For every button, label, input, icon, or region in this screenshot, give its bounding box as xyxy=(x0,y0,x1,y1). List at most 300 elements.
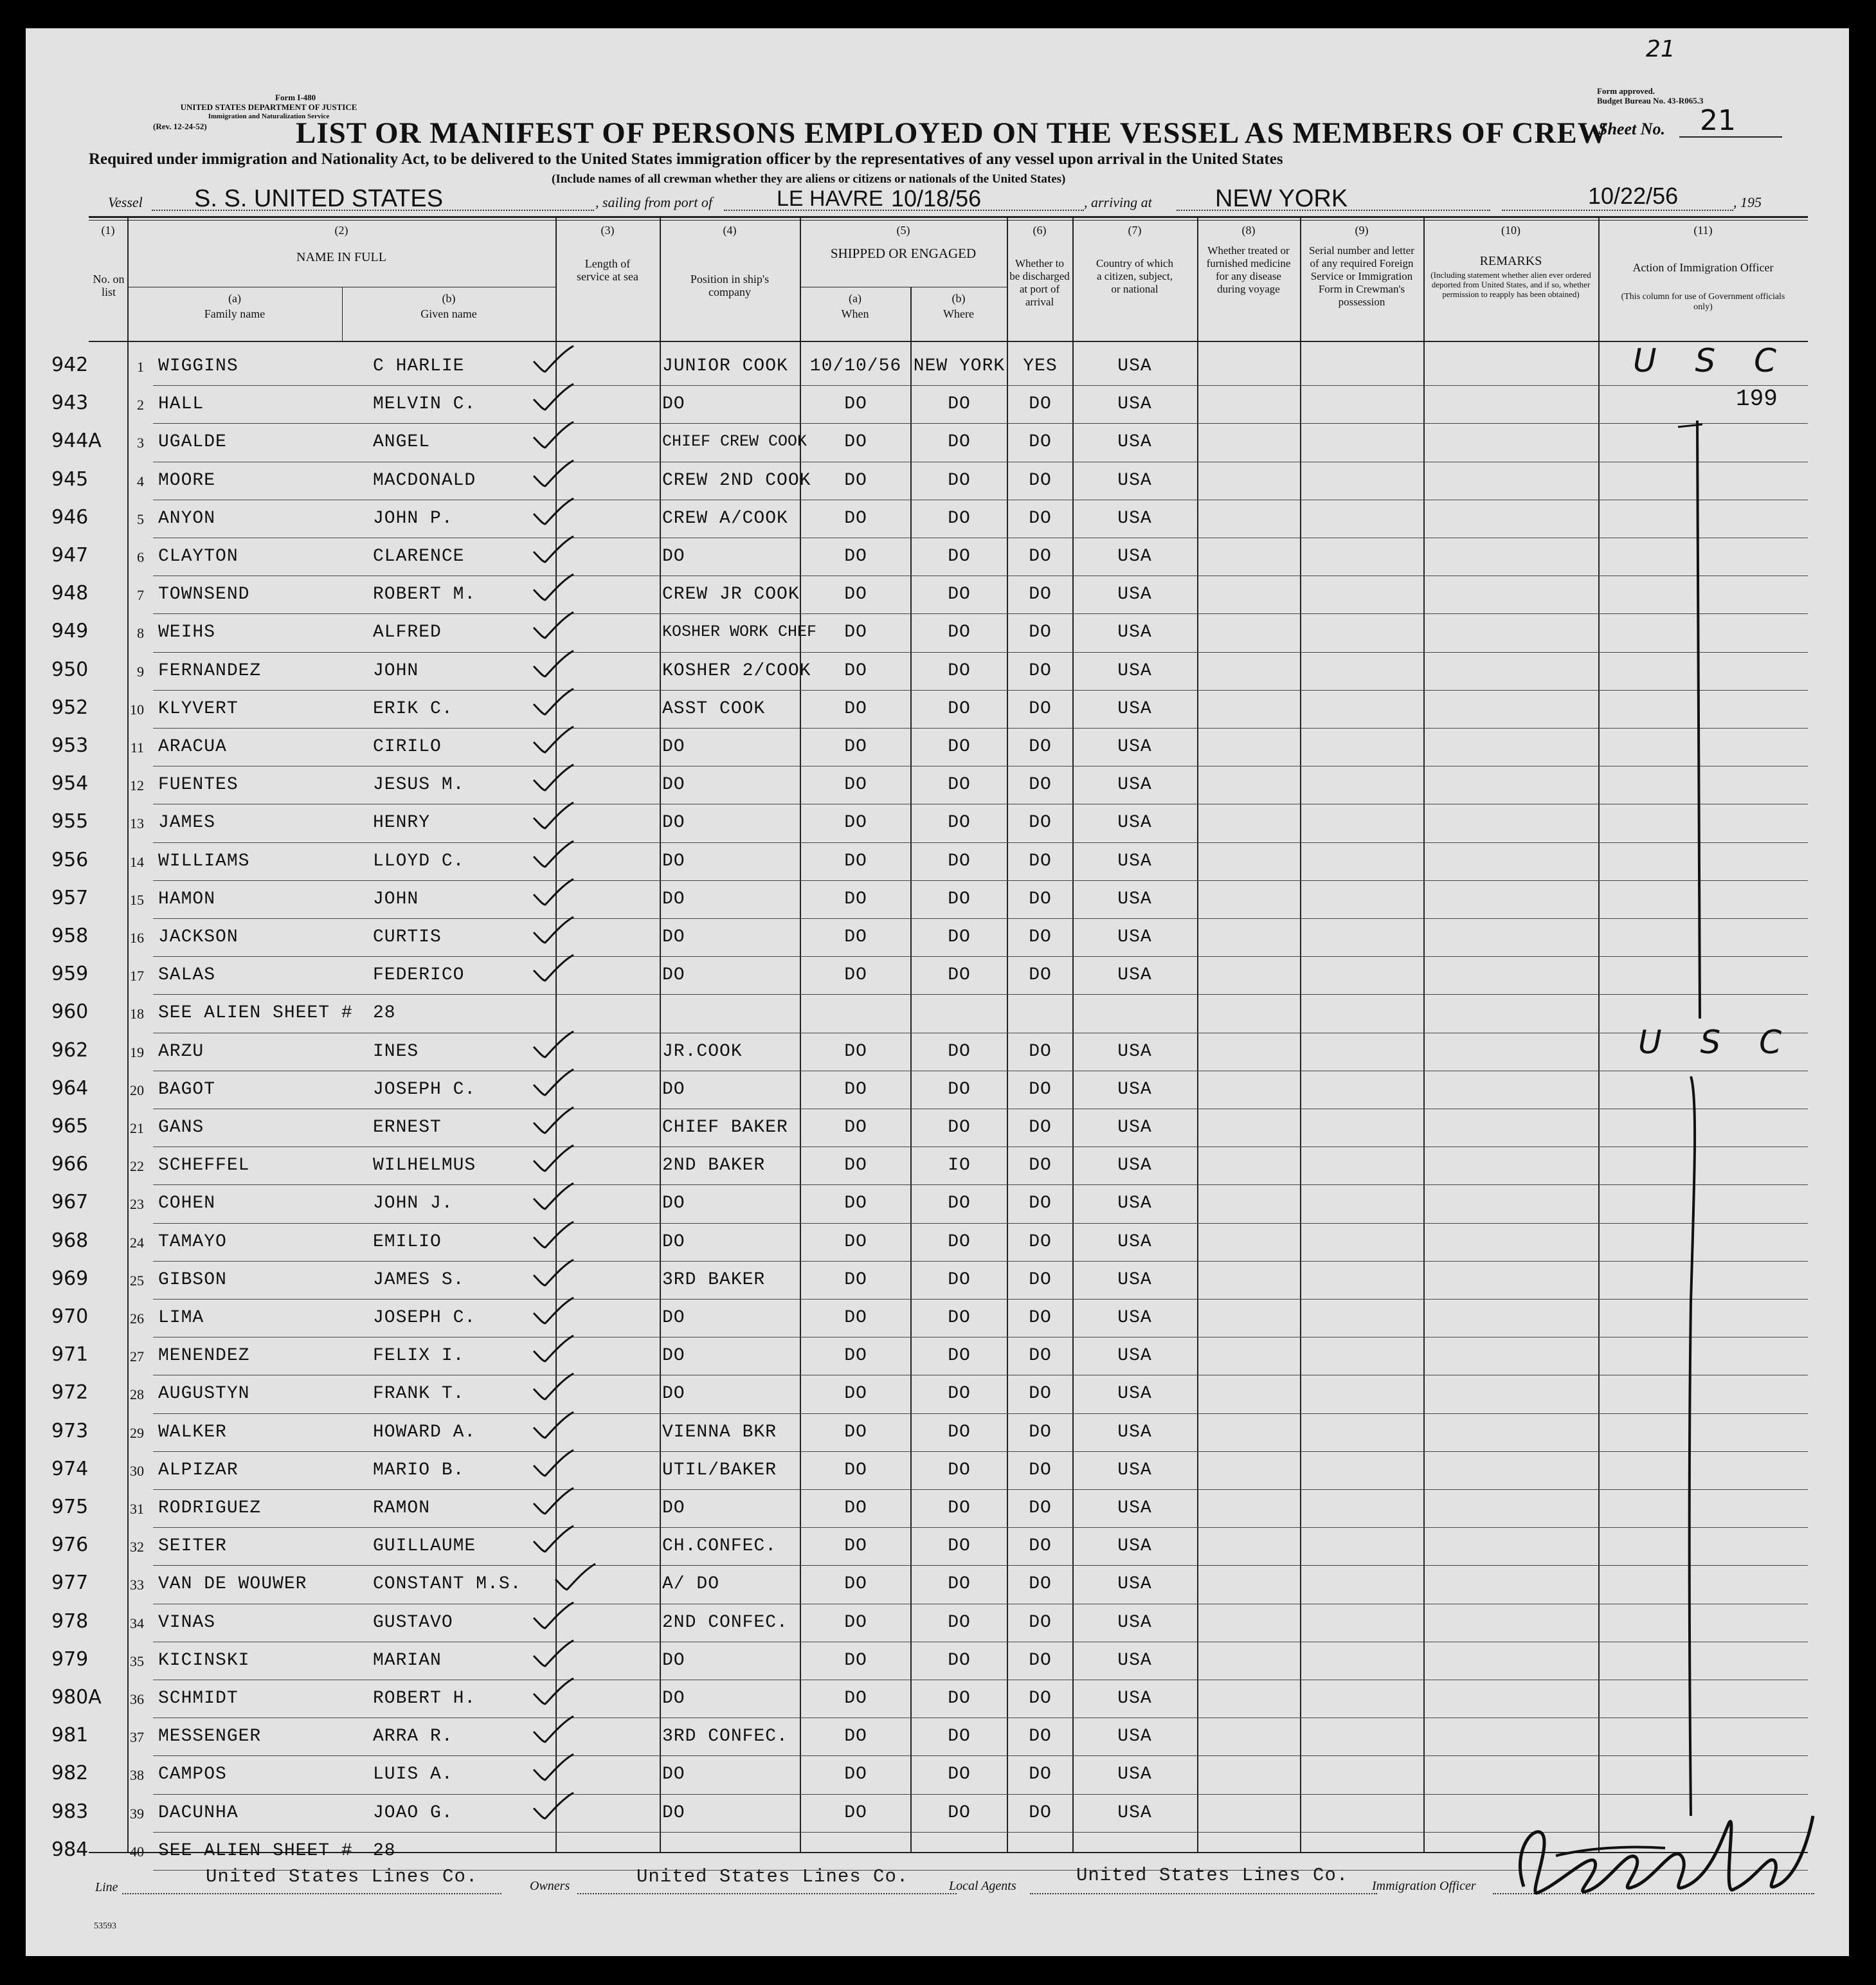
cell-family: BAGOT xyxy=(158,1079,216,1100)
check-mark xyxy=(531,1714,576,1745)
table-row xyxy=(26,1301,1849,1339)
row-separator xyxy=(153,728,1808,729)
cell-disch: DO xyxy=(1029,1384,1052,1404)
cell-country: USA xyxy=(1117,547,1152,566)
officer-signature xyxy=(1498,1809,1819,1906)
cell-when: DO xyxy=(844,698,867,719)
col-header-action-note: (This column for use of Government officials only) xyxy=(1621,292,1785,312)
table-row xyxy=(26,1339,1849,1377)
cell-family: RODRIGUEZ xyxy=(158,1498,262,1518)
check-mark xyxy=(531,838,576,869)
table-row xyxy=(26,1530,1849,1567)
line-number: 28 xyxy=(130,1386,144,1403)
cell-family: LIMA xyxy=(158,1308,204,1328)
cell-position: CH.CONFEC. xyxy=(662,1536,777,1557)
row-number: 948 xyxy=(51,582,89,605)
cell-country: USA xyxy=(1117,775,1152,795)
form-revision: (Rev. 12-24-52) xyxy=(153,122,207,131)
check-mark xyxy=(531,458,576,489)
cell-family: SCHMIDT xyxy=(158,1689,239,1709)
cell-when: DO xyxy=(844,889,867,909)
table-row xyxy=(26,350,1849,387)
cell-where: DO xyxy=(948,660,971,681)
department-name: UNITED STATES DEPARTMENT OF JUSTICE xyxy=(180,102,357,112)
col-number-11: (11) xyxy=(1693,224,1713,237)
cell-position: DO xyxy=(662,889,685,909)
table-row xyxy=(26,1606,1849,1644)
col-header-remarks: REMARKS xyxy=(1479,254,1542,268)
row-number: 955 xyxy=(51,810,89,833)
row-number: 981 xyxy=(51,1724,89,1747)
cell-family: ANYON xyxy=(158,508,216,529)
row-separator xyxy=(153,1755,1808,1756)
footer-owners-label: Owners xyxy=(530,1879,570,1893)
cell-given: MARIAN xyxy=(373,1650,442,1671)
cell-family: SEE ALIEN SHEET # xyxy=(158,1003,353,1024)
cell-position: DO xyxy=(662,394,685,415)
cell-position: JUNIOR COOK xyxy=(662,356,788,376)
cell-where: DO xyxy=(948,1118,971,1138)
service-name: Immigration and Naturalization Service xyxy=(208,113,330,120)
cell-family: SEE ALIEN SHEET # xyxy=(158,1840,353,1861)
row-number: 969 xyxy=(51,1267,89,1290)
check-mark xyxy=(531,1029,576,1060)
cell-where: DO xyxy=(948,1689,971,1709)
check-mark xyxy=(531,610,576,640)
cell-when: DO xyxy=(844,1498,867,1518)
cell-when: DO xyxy=(844,585,867,605)
table-row xyxy=(26,1492,1849,1529)
cell-disch: DO xyxy=(1029,1269,1052,1290)
table-row xyxy=(26,502,1849,539)
cell-given: WILHELMUS xyxy=(373,1156,476,1176)
cell-family: FUENTES xyxy=(158,775,239,795)
cell-when: DO xyxy=(844,1650,867,1671)
cell-when: DO xyxy=(844,927,867,947)
cell-position: DO xyxy=(662,927,685,947)
sheet-label: Sheet No. xyxy=(1598,120,1665,138)
line-number: 1 xyxy=(137,359,144,375)
cell-country: USA xyxy=(1117,813,1152,833)
action-mark-usc-1: U S C xyxy=(1633,342,1791,379)
col-number-8: (8) xyxy=(1241,224,1256,237)
cell-disch: DO xyxy=(1029,1193,1052,1214)
row-number: 972 xyxy=(51,1381,89,1404)
row-number: 979 xyxy=(51,1647,89,1671)
cell-country: USA xyxy=(1117,1156,1152,1176)
row-number: 953 xyxy=(51,734,89,757)
table-row xyxy=(26,388,1849,425)
action-bracket-lines xyxy=(1672,401,1723,1842)
cell-where: DO xyxy=(948,1422,971,1442)
row-number: 984 xyxy=(51,1838,89,1861)
cell-position: DO xyxy=(662,813,685,833)
cell-disch: DO xyxy=(1029,813,1052,833)
table-row xyxy=(26,1226,1849,1263)
table-header-border xyxy=(89,341,1808,342)
line-number: 9 xyxy=(137,663,144,680)
cell-given: ALFRED xyxy=(373,622,442,643)
cell-family: JAMES xyxy=(158,813,216,833)
cell-given: JOSEPH C. xyxy=(373,1308,476,1328)
col-header-length: Length of service at sea xyxy=(577,257,638,283)
cell-disch: DO xyxy=(1029,1156,1052,1176)
cell-when: DO xyxy=(844,394,867,415)
cell-given: ERNEST xyxy=(373,1118,442,1138)
cell-disch: DO xyxy=(1029,1308,1052,1328)
line-number: 37 xyxy=(130,1729,144,1746)
col-number-9: (9) xyxy=(1355,224,1369,237)
cell-disch: YES xyxy=(1023,356,1058,376)
cell-family: FERNANDEZ xyxy=(158,660,262,681)
cell-family: MENENDEZ xyxy=(158,1346,250,1366)
row-number: 946 xyxy=(51,505,89,529)
cell-given: JOSEPH C. xyxy=(373,1079,476,1100)
cell-disch: DO xyxy=(1029,965,1052,986)
row-number: 968 xyxy=(51,1229,89,1252)
table-row xyxy=(26,426,1849,463)
cell-disch: DO xyxy=(1029,1689,1052,1709)
line-number: 18 xyxy=(130,1006,144,1022)
cell-position: DO xyxy=(662,1079,685,1100)
cell-when: DO xyxy=(844,1269,867,1290)
line-number: 39 xyxy=(130,1805,144,1822)
cell-country: USA xyxy=(1117,1460,1152,1480)
row-separator xyxy=(153,1413,1808,1414)
cell-given: CLARENCE xyxy=(373,547,465,566)
table-row xyxy=(26,1073,1849,1110)
row-separator xyxy=(153,880,1808,881)
line-number: 10 xyxy=(130,701,144,718)
cell-when: DO xyxy=(844,1689,867,1709)
cell-given: JOHN P. xyxy=(373,508,453,529)
col-header-when: When xyxy=(841,307,869,320)
line-number: 22 xyxy=(130,1158,144,1175)
print-code: 53593 xyxy=(94,1921,116,1931)
cell-country: USA xyxy=(1117,394,1152,415)
col-header-when-letter: (a) xyxy=(849,292,861,305)
cell-country: USA xyxy=(1117,1689,1152,1709)
cell-position: DO xyxy=(662,1689,685,1709)
cell-when: DO xyxy=(844,1764,867,1785)
cell-given: FEDERICO xyxy=(373,965,465,986)
table-row xyxy=(26,1644,1849,1681)
cell-where: DO xyxy=(948,1384,971,1404)
footer-owners-underline xyxy=(577,1893,957,1894)
check-mark xyxy=(531,914,576,945)
cell-where: DO xyxy=(948,1346,971,1366)
line-number: 35 xyxy=(130,1653,144,1669)
cell-country: USA xyxy=(1117,889,1152,909)
cell-country: USA xyxy=(1117,1650,1152,1671)
arriving-label: , arriving at xyxy=(1084,194,1152,210)
cell-given: CURTIS xyxy=(373,927,442,947)
cell-position: VIENNA BKR xyxy=(662,1422,777,1442)
cell-when: DO xyxy=(844,470,867,491)
line-number: 4 xyxy=(137,473,144,489)
cell-given: MARIO B. xyxy=(373,1460,465,1480)
cell-disch: DO xyxy=(1029,927,1052,947)
cell-disch: DO xyxy=(1029,622,1052,643)
row-separator xyxy=(153,1794,1808,1795)
col-header-country: Country of which a citizen, subject, or national xyxy=(1096,257,1173,295)
line-number: 20 xyxy=(130,1082,144,1098)
line-number: 38 xyxy=(130,1767,144,1784)
footer-line-label: Line xyxy=(95,1880,118,1894)
cell-position: CREW A/COOK xyxy=(662,508,788,529)
check-mark xyxy=(531,952,576,983)
check-mark xyxy=(531,1485,576,1516)
table-row xyxy=(26,768,1849,806)
budget-bureau: Budget Bureau No. 43-R065.3 xyxy=(1597,96,1704,105)
cell-family: UGALDE xyxy=(158,432,227,453)
col-header-family-letter: (a) xyxy=(228,292,241,305)
table-row xyxy=(26,1149,1849,1186)
action-mark-usc-2: U S C xyxy=(1638,1024,1796,1061)
cell-where: DO xyxy=(948,698,971,719)
sheet-number: 21 xyxy=(1700,104,1736,137)
arrival-date-underline xyxy=(1502,210,1733,211)
row-number: 966 xyxy=(51,1153,89,1176)
cell-disch: DO xyxy=(1029,737,1052,757)
cell-family: SALAS xyxy=(158,965,216,986)
cell-disch: DO xyxy=(1029,1574,1052,1595)
cell-when: DO xyxy=(844,813,867,833)
cell-family: CAMPOS xyxy=(158,1764,227,1785)
cell-family: KICINSKI xyxy=(158,1650,250,1671)
cell-given: ARRA R. xyxy=(373,1727,453,1747)
cell-country: USA xyxy=(1117,1118,1152,1138)
cell-country: USA xyxy=(1117,508,1152,529)
cell-where: DO xyxy=(948,965,971,986)
cell-given: JAMES S. xyxy=(373,1269,465,1290)
cell-country: USA xyxy=(1117,1764,1152,1785)
cell-family: TOWNSEND xyxy=(158,585,250,605)
row-number: 954 xyxy=(51,772,89,795)
row-number: 960 xyxy=(51,1001,89,1024)
row-number: 943 xyxy=(51,392,89,415)
form-approved: Form approved. xyxy=(1597,86,1655,96)
footer-owners-value: United States Lines Co. xyxy=(636,1866,909,1887)
page-subtitle: Required under immigration and Nationality Act, to be delivered to the United States immigration officer by the representatives of any vessel upon arrival in the United States xyxy=(89,150,1283,168)
cell-position: DO xyxy=(662,1802,685,1823)
vessel-name: S. S. UNITED STATES xyxy=(194,185,444,212)
cell-where: DO xyxy=(948,1041,971,1062)
cell-given: HOWARD A. xyxy=(373,1422,476,1442)
row-number: 982 xyxy=(51,1762,89,1785)
row-number: 974 xyxy=(51,1457,89,1480)
footer-agents-value: United States Lines Co. xyxy=(1076,1865,1349,1886)
cell-family: HAMON xyxy=(158,889,216,909)
cell-disch: DO xyxy=(1029,508,1052,529)
check-mark xyxy=(531,381,576,412)
cell-given: CIRILO xyxy=(373,737,442,757)
cell-country: USA xyxy=(1117,698,1152,719)
cell-family: DACUNHA xyxy=(158,1802,239,1823)
cell-given: LLOYD C. xyxy=(373,851,465,871)
row-separator xyxy=(153,385,1808,386)
cell-family: WEIHS xyxy=(158,622,216,643)
cell-given: FELIX I. xyxy=(373,1346,465,1366)
cell-disch: DO xyxy=(1029,1460,1052,1480)
arrival-date: 10/22/56 xyxy=(1588,183,1679,209)
line-number: 36 xyxy=(130,1691,144,1707)
cell-position: 3RD CONFEC. xyxy=(662,1727,788,1747)
line-number: 14 xyxy=(130,853,144,870)
row-number: 952 xyxy=(51,696,89,719)
cell-where: DO xyxy=(948,394,971,415)
line-number: 12 xyxy=(130,777,144,794)
manifest-sheet xyxy=(26,28,1849,1956)
cell-disch: DO xyxy=(1029,775,1052,795)
departure-port: LE HAVRE xyxy=(777,186,883,211)
cell-when: 10/10/56 xyxy=(809,356,902,376)
table-row xyxy=(26,997,1849,1034)
col-number-2: (2) xyxy=(334,224,348,237)
line-number: 6 xyxy=(137,549,144,565)
cell-disch: DO xyxy=(1029,889,1052,909)
check-mark xyxy=(531,534,576,565)
cell-where: DO xyxy=(948,585,971,605)
cell-position: DO xyxy=(662,1308,685,1328)
cell-where: DO xyxy=(948,622,971,643)
table-top-border xyxy=(89,216,1808,218)
table-row xyxy=(26,959,1849,996)
cell-when: DO xyxy=(844,1460,867,1480)
cell-country: USA xyxy=(1117,927,1152,947)
table-row xyxy=(26,1377,1849,1415)
col-number-6: (6) xyxy=(1033,224,1047,237)
row-number: 962 xyxy=(51,1038,89,1062)
check-mark xyxy=(531,1752,576,1782)
check-mark xyxy=(531,419,576,450)
cell-where: DO xyxy=(948,1308,971,1328)
check-mark xyxy=(531,1181,576,1211)
cell-when: DO xyxy=(844,622,867,643)
cell-when: DO xyxy=(844,1118,867,1138)
cell-where: DO xyxy=(948,1079,971,1100)
cell-given: ROBERT M. xyxy=(373,585,476,605)
line-number: 17 xyxy=(130,968,144,984)
check-mark xyxy=(531,686,576,717)
cell-when: DO xyxy=(844,660,867,681)
check-mark xyxy=(531,800,576,831)
cell-when: DO xyxy=(844,547,867,566)
cell-when: DO xyxy=(844,737,867,757)
col-header-action: Action of Immigration Officer xyxy=(1632,261,1774,274)
cell-position: UTIL/BAKER xyxy=(662,1460,777,1480)
cell-where: DO xyxy=(948,1612,971,1633)
cell-given: EMILIO xyxy=(373,1231,442,1252)
row-separator xyxy=(153,994,1808,995)
cell-given: C HARLIE xyxy=(373,356,465,376)
check-mark xyxy=(531,762,576,793)
cell-given: FRANK T. xyxy=(373,1384,465,1404)
cell-family: HALL xyxy=(158,394,204,415)
cell-country: USA xyxy=(1117,737,1152,757)
check-mark xyxy=(531,1105,576,1136)
cell-family: COHEN xyxy=(158,1193,216,1214)
table-row xyxy=(26,464,1849,502)
row-separator xyxy=(153,652,1808,653)
line-number: 16 xyxy=(130,930,144,946)
cell-position: DO xyxy=(662,775,685,795)
cell-position: DO xyxy=(662,737,685,757)
cell-position: DO xyxy=(662,965,685,986)
col-header-shipped: SHIPPED OR ENGAGED xyxy=(830,246,977,261)
cell-position: CHIEF CREW COOK xyxy=(662,432,807,451)
table-row xyxy=(26,1111,1849,1148)
row-number: 949 xyxy=(51,620,89,643)
cell-where: IO xyxy=(948,1156,971,1176)
line-number: 3 xyxy=(137,435,144,451)
table-row xyxy=(26,655,1849,692)
check-mark xyxy=(531,1219,576,1250)
cell-where: DO xyxy=(948,547,971,566)
check-mark xyxy=(531,1638,576,1669)
cell-when: DO xyxy=(844,1802,867,1823)
cell-where: DO xyxy=(948,889,971,909)
cell-disch: DO xyxy=(1029,1231,1052,1252)
line-number: 5 xyxy=(137,511,144,527)
cell-disch: DO xyxy=(1029,698,1052,719)
col-header-medicine: Whether treated or furnished medicine for any disease during voyage xyxy=(1206,244,1291,295)
cell-position: 2ND BAKER xyxy=(662,1156,766,1176)
cell-family: ARZU xyxy=(158,1041,204,1062)
cell-given: 28 xyxy=(373,1003,396,1024)
line-number: 26 xyxy=(130,1310,144,1327)
cell-position: DO xyxy=(662,851,685,871)
col-number-5: (5) xyxy=(896,224,910,237)
check-mark xyxy=(531,1067,576,1098)
sailing-label: , sailing from port of xyxy=(595,194,712,210)
cell-when: DO xyxy=(844,1041,867,1062)
row-separator xyxy=(153,918,1808,919)
cell-position: DO xyxy=(662,1346,685,1366)
footer-agents-underline xyxy=(1030,1893,1377,1894)
check-mark xyxy=(531,1523,576,1554)
cell-disch: DO xyxy=(1029,1727,1052,1747)
cell-disch: DO xyxy=(1029,851,1052,871)
cell-where: DO xyxy=(948,1231,971,1252)
cell-family: TAMAYO xyxy=(158,1231,227,1252)
line-number: 8 xyxy=(137,625,144,642)
row-separator xyxy=(153,956,1808,957)
table-row xyxy=(26,921,1849,958)
cell-where: DO xyxy=(948,1498,971,1518)
cell-given: HENRY xyxy=(373,813,431,833)
cell-position: ASST COOK xyxy=(662,698,766,719)
cell-given: MACDONALD xyxy=(373,470,476,491)
line-number: 23 xyxy=(130,1196,144,1213)
line-number: 13 xyxy=(130,815,144,832)
cell-country: USA xyxy=(1117,585,1152,605)
check-mark xyxy=(531,1333,576,1364)
row-separator xyxy=(153,1261,1808,1262)
table-row xyxy=(26,1758,1849,1795)
cell-when: DO xyxy=(844,775,867,795)
cell-given: GUSTAVO xyxy=(373,1612,453,1633)
cell-country: USA xyxy=(1117,1727,1152,1747)
departure-date: 10/18/56 xyxy=(891,185,982,212)
cell-country: USA xyxy=(1117,1231,1152,1252)
row-number: 967 xyxy=(51,1191,89,1214)
row-number: 977 xyxy=(51,1572,89,1595)
cell-where: DO xyxy=(948,1536,971,1557)
line-number: 11 xyxy=(130,739,144,756)
line-number: 15 xyxy=(130,891,144,908)
cell-where: DO xyxy=(948,1764,971,1785)
